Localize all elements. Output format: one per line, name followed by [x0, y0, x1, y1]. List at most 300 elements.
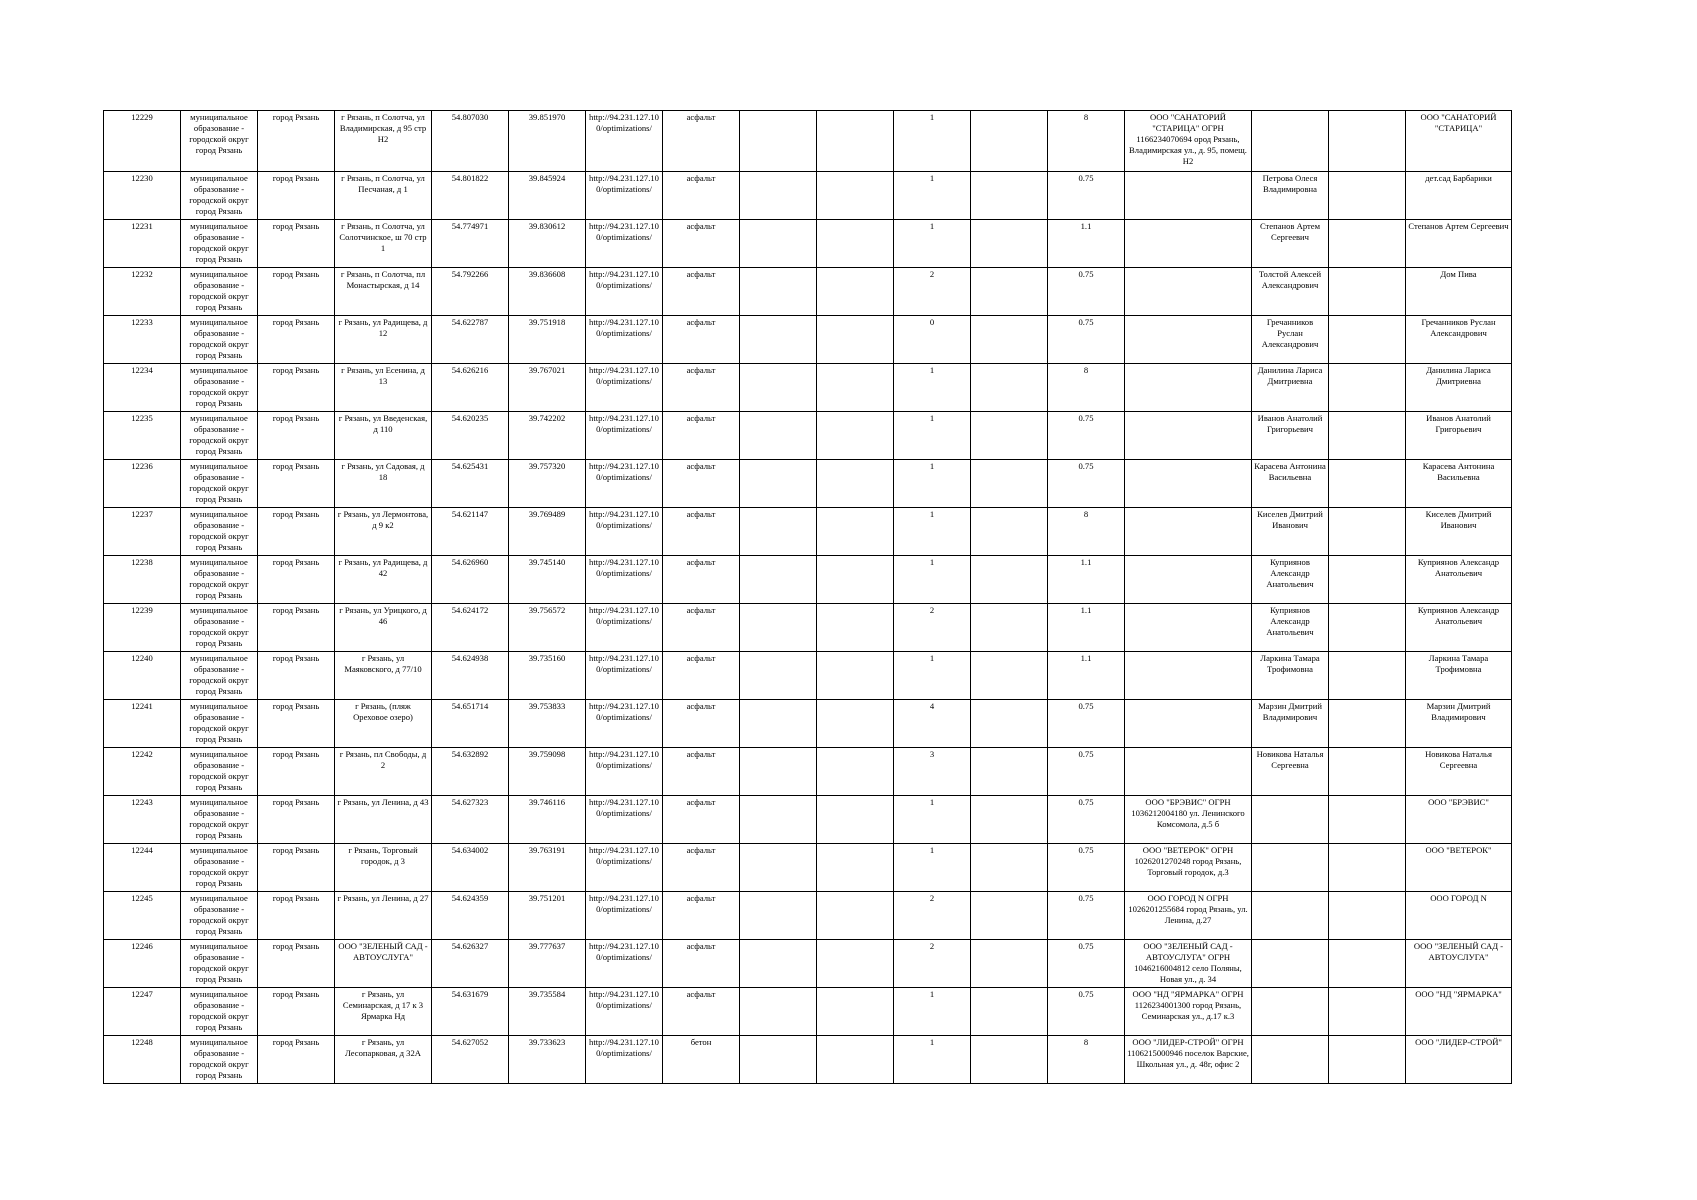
cell-empty: [971, 796, 1048, 844]
cell-person: Степанов Артем Сергеевич: [1252, 220, 1329, 268]
cell-longitude: 39.757320: [509, 460, 586, 508]
cell-container-count: 1: [894, 508, 971, 556]
cell-container-volume: 8: [1048, 1036, 1125, 1084]
cell-longitude: 39.845924: [509, 172, 586, 220]
cell-container-volume: 8: [1048, 111, 1125, 172]
cell-container-count: 1: [894, 172, 971, 220]
cell-container-count: 1: [894, 556, 971, 604]
cell-municipality: муниципальное образование - городской округ город Рязань: [181, 604, 258, 652]
cell-empty: [1329, 652, 1406, 700]
cell-empty: [817, 652, 894, 700]
cell-container-count: 3: [894, 748, 971, 796]
cell-surface: асфальт: [663, 412, 740, 460]
cell-address: г Рязань, Торговый городок, д 3: [335, 844, 432, 892]
cell-longitude: 39.733623: [509, 1036, 586, 1084]
cell-city: город Рязань: [258, 796, 335, 844]
cell-empty: [1329, 111, 1406, 172]
cell-empty: [1329, 412, 1406, 460]
cell-container-volume: 0.75: [1048, 460, 1125, 508]
cell-municipality: муниципальное образование - городской округ город Рязань: [181, 988, 258, 1036]
cell-empty: [1329, 700, 1406, 748]
cell-number: 12236: [104, 460, 181, 508]
cell-city: город Рязань: [258, 748, 335, 796]
cell-organization: [1125, 268, 1252, 316]
cell-number: 12246: [104, 940, 181, 988]
cell-owner: Гречанников Руслан Александрович: [1406, 316, 1512, 364]
cell-empty: [817, 220, 894, 268]
cell-number: 12233: [104, 316, 181, 364]
cell-longitude: 39.763191: [509, 844, 586, 892]
cell-container-count: 1: [894, 844, 971, 892]
cell-container-volume: 0.75: [1048, 892, 1125, 940]
cell-empty: [971, 268, 1048, 316]
cell-number: 12238: [104, 556, 181, 604]
cell-city: город Рязань: [258, 412, 335, 460]
cell-empty: [817, 508, 894, 556]
cell-address: г Рязань, ул Радищева, д 12: [335, 316, 432, 364]
cell-latitude: 54.632892: [432, 748, 509, 796]
cell-surface: асфальт: [663, 508, 740, 556]
cell-surface: асфальт: [663, 652, 740, 700]
cell-city: город Рязань: [258, 460, 335, 508]
cell-number: 12248: [104, 1036, 181, 1084]
cell-container-count: 0: [894, 316, 971, 364]
cell-container-volume: 0.75: [1048, 844, 1125, 892]
cell-owner: ООО "ВЕТЕРОК": [1406, 844, 1512, 892]
cell-organization: ООО "НД "ЯРМАРКА" ОГРН 1126234001300 город Рязань, Семинарская ул., д.17 к.3: [1125, 988, 1252, 1036]
cell-empty: [817, 412, 894, 460]
table-row: [104, 556, 1512, 604]
cell-person: Новикова Наталья Сергеевна: [1252, 748, 1329, 796]
cell-city: город Рязань: [258, 172, 335, 220]
cell-number: 12234: [104, 364, 181, 412]
cell-link: http://94.231.127.10 0/optimizations/: [586, 172, 663, 220]
cell-latitude: 54.626960: [432, 556, 509, 604]
cell-owner: Степанов Артем Сергеевич: [1406, 220, 1512, 268]
cell-longitude: 39.746116: [509, 796, 586, 844]
cell-container-volume: 1.1: [1048, 220, 1125, 268]
cell-city: город Рязань: [258, 844, 335, 892]
cell-empty: [740, 700, 817, 748]
cell-surface: асфальт: [663, 700, 740, 748]
cell-empty: [1329, 364, 1406, 412]
cell-city: город Рязань: [258, 364, 335, 412]
cell-owner: Ларкина Тамара Трофимовна: [1406, 652, 1512, 700]
cell-empty: [740, 220, 817, 268]
cell-city: город Рязань: [258, 316, 335, 364]
cell-container-count: 2: [894, 940, 971, 988]
cell-municipality: муниципальное образование - городской округ город Рязань: [181, 748, 258, 796]
cell-empty: [740, 604, 817, 652]
cell-empty: [817, 111, 894, 172]
cell-empty: [740, 1036, 817, 1084]
cell-municipality: муниципальное образование - городской округ город Рязань: [181, 460, 258, 508]
cell-person: Куприянов Александр Анатольевич: [1252, 556, 1329, 604]
cell-city: город Рязань: [258, 652, 335, 700]
cell-longitude: 39.777637: [509, 940, 586, 988]
cell-person: Гречанников Руслан Александрович: [1252, 316, 1329, 364]
cell-surface: асфальт: [663, 364, 740, 412]
cell-empty: [1329, 988, 1406, 1036]
cell-number: 12239: [104, 604, 181, 652]
cell-municipality: муниципальное образование - городской округ город Рязань: [181, 172, 258, 220]
cell-longitude: 39.756572: [509, 604, 586, 652]
cell-address: г Рязань, ул Урицкого, д 46: [335, 604, 432, 652]
cell-empty: [817, 748, 894, 796]
table-row: [104, 940, 1512, 988]
cell-link: http://94.231.127.10 0/optimizations/: [586, 604, 663, 652]
cell-city: город Рязань: [258, 111, 335, 172]
cell-organization: [1125, 604, 1252, 652]
cell-longitude: 39.751918: [509, 316, 586, 364]
cell-empty: [971, 364, 1048, 412]
cell-link: http://94.231.127.10 0/optimizations/: [586, 988, 663, 1036]
cell-address: г Рязань, ул Семинарская, д 17 к 3 Ярмарка Нд: [335, 988, 432, 1036]
cell-empty: [971, 652, 1048, 700]
cell-empty: [971, 604, 1048, 652]
cell-number: 12242: [104, 748, 181, 796]
cell-surface: асфальт: [663, 111, 740, 172]
cell-latitude: 54.626216: [432, 364, 509, 412]
table-row: [104, 364, 1512, 412]
cell-container-count: 1: [894, 652, 971, 700]
cell-surface: асфальт: [663, 748, 740, 796]
cell-surface: асфальт: [663, 988, 740, 1036]
cell-person: [1252, 844, 1329, 892]
cell-city: город Рязань: [258, 892, 335, 940]
cell-municipality: муниципальное образование - городской округ город Рязань: [181, 844, 258, 892]
cell-longitude: 39.735584: [509, 988, 586, 1036]
cell-organization: ООО "ЗЕЛЕНЫЙ САД - АВТОУСЛУГА" ОГРН 1046216004812 село Поляны, Новая ул., д. 34: [1125, 940, 1252, 988]
cell-municipality: муниципальное образование - городской округ город Рязань: [181, 316, 258, 364]
cell-container-volume: 0.75: [1048, 412, 1125, 460]
cell-empty: [971, 316, 1048, 364]
cell-municipality: муниципальное образование - городской округ город Рязань: [181, 364, 258, 412]
cell-person: Петрова Олеся Владимировна: [1252, 172, 1329, 220]
cell-person: [1252, 796, 1329, 844]
cell-city: город Рязань: [258, 700, 335, 748]
cell-latitude: 54.622787: [432, 316, 509, 364]
cell-person: [1252, 1036, 1329, 1084]
cell-address: г Рязань, ул Садовая, д 18: [335, 460, 432, 508]
cell-number: 12240: [104, 652, 181, 700]
cell-latitude: 54.807030: [432, 111, 509, 172]
cell-person: Ларкина Тамара Трофимовна: [1252, 652, 1329, 700]
cell-link: http://94.231.127.10 0/optimizations/: [586, 940, 663, 988]
cell-longitude: 39.751201: [509, 892, 586, 940]
cell-surface: асфальт: [663, 172, 740, 220]
cell-surface: асфальт: [663, 796, 740, 844]
cell-surface: асфальт: [663, 604, 740, 652]
cell-owner: ООО "БРЭВИС": [1406, 796, 1512, 844]
cell-link: http://94.231.127.10 0/optimizations/: [586, 508, 663, 556]
cell-empty: [1329, 844, 1406, 892]
cell-address: г Рязань, (пляж Ореховое озеро): [335, 700, 432, 748]
cell-container-count: 1: [894, 796, 971, 844]
cell-longitude: 39.830612: [509, 220, 586, 268]
cell-empty: [740, 460, 817, 508]
cell-latitude: 54.626327: [432, 940, 509, 988]
cell-container-volume: 8: [1048, 364, 1125, 412]
cell-municipality: муниципальное образование - городской округ город Рязань: [181, 412, 258, 460]
cell-latitude: 54.621147: [432, 508, 509, 556]
cell-address: г Рязань, ул Есенина, д 13: [335, 364, 432, 412]
cell-address: г Рязань, ул Ленина, д 27: [335, 892, 432, 940]
cell-organization: [1125, 316, 1252, 364]
cell-empty: [740, 652, 817, 700]
cell-municipality: муниципальное образование - городской округ город Рязань: [181, 556, 258, 604]
cell-container-count: 1: [894, 988, 971, 1036]
cell-empty: [1329, 172, 1406, 220]
cell-city: город Рязань: [258, 604, 335, 652]
cell-empty: [1329, 748, 1406, 796]
cell-owner: Дом Пива: [1406, 268, 1512, 316]
cell-empty: [740, 940, 817, 988]
registry-sheet: [103, 110, 1512, 1084]
cell-container-count: 2: [894, 604, 971, 652]
cell-link: http://94.231.127.10 0/optimizations/: [586, 316, 663, 364]
cell-organization: [1125, 412, 1252, 460]
cell-person: Толстой Алексей Александрович: [1252, 268, 1329, 316]
cell-number: 12247: [104, 988, 181, 1036]
cell-link: http://94.231.127.10 0/optimizations/: [586, 844, 663, 892]
cell-link: http://94.231.127.10 0/optimizations/: [586, 700, 663, 748]
cell-empty: [971, 460, 1048, 508]
cell-empty: [817, 364, 894, 412]
cell-empty: [971, 1036, 1048, 1084]
cell-address: г Рязань, п Солотча, пл Монастырская, д 14: [335, 268, 432, 316]
cell-empty: [817, 796, 894, 844]
cell-latitude: 54.624172: [432, 604, 509, 652]
cell-city: город Рязань: [258, 508, 335, 556]
cell-empty: [971, 412, 1048, 460]
cell-link: http://94.231.127.10 0/optimizations/: [586, 556, 663, 604]
cell-number: 12237: [104, 508, 181, 556]
cell-container-count: 1: [894, 412, 971, 460]
cell-empty: [740, 844, 817, 892]
cell-latitude: 54.627323: [432, 796, 509, 844]
cell-municipality: муниципальное образование - городской округ город Рязань: [181, 940, 258, 988]
cell-organization: [1125, 508, 1252, 556]
cell-organization: [1125, 556, 1252, 604]
cell-number: 12235: [104, 412, 181, 460]
cell-city: город Рязань: [258, 556, 335, 604]
cell-empty: [1329, 268, 1406, 316]
cell-container-volume: 1.1: [1048, 556, 1125, 604]
table-row: [104, 220, 1512, 268]
cell-container-volume: 0.75: [1048, 316, 1125, 364]
cell-empty: [1329, 460, 1406, 508]
cell-container-count: 1: [894, 111, 971, 172]
cell-organization: ООО "САНАТОРИЙ "СТАРИЦА" ОГРН 1166234070694 ород Рязань, Владимирская ул., д. 95, помещ. Н2: [1125, 111, 1252, 172]
cell-empty: [817, 604, 894, 652]
table-row: [104, 412, 1512, 460]
cell-link: http://94.231.127.10 0/optimizations/: [586, 412, 663, 460]
cell-number: 12244: [104, 844, 181, 892]
cell-link: http://94.231.127.10 0/optimizations/: [586, 460, 663, 508]
cell-empty: [971, 220, 1048, 268]
cell-empty: [740, 316, 817, 364]
cell-latitude: 54.627052: [432, 1036, 509, 1084]
cell-owner: Иванов Анатолий Григорьевич: [1406, 412, 1512, 460]
cell-latitude: 54.625431: [432, 460, 509, 508]
cell-organization: [1125, 460, 1252, 508]
table-row: [104, 700, 1512, 748]
cell-person: Данилина Лариса Дмитриевна: [1252, 364, 1329, 412]
cell-owner: Куприянов Александр Анатольевич: [1406, 556, 1512, 604]
cell-latitude: 54.620235: [432, 412, 509, 460]
table-row: [104, 1036, 1512, 1084]
cell-number: 12241: [104, 700, 181, 748]
cell-longitude: 39.767021: [509, 364, 586, 412]
cell-municipality: муниципальное образование - городской округ город Рязань: [181, 652, 258, 700]
cell-organization: ООО "БРЭВИС" ОГРН 1036212004180 ул. Ленинского Комсомола, д.5 б: [1125, 796, 1252, 844]
cell-owner: ООО "НД "ЯРМАРКА": [1406, 988, 1512, 1036]
table-row: [104, 316, 1512, 364]
cell-owner: дет.сад Барбарики: [1406, 172, 1512, 220]
cell-municipality: муниципальное образование - городской округ город Рязань: [181, 700, 258, 748]
cell-owner: Куприянов Александр Анатольевич: [1406, 604, 1512, 652]
cell-empty: [817, 844, 894, 892]
cell-empty: [817, 316, 894, 364]
cell-owner: Карасева Антонина Васильевна: [1406, 460, 1512, 508]
cell-person: Куприянов Александр Анатольевич: [1252, 604, 1329, 652]
table-row: [104, 892, 1512, 940]
cell-surface: асфальт: [663, 892, 740, 940]
cell-container-volume: 1.1: [1048, 652, 1125, 700]
cell-empty: [971, 700, 1048, 748]
cell-empty: [817, 460, 894, 508]
cell-empty: [1329, 220, 1406, 268]
cell-surface: асфальт: [663, 316, 740, 364]
cell-empty: [740, 111, 817, 172]
cell-empty: [971, 748, 1048, 796]
cell-longitude: 39.742202: [509, 412, 586, 460]
cell-address: г Рязань, п Солотча, ул Песчаная, д 1: [335, 172, 432, 220]
table-row: [104, 796, 1512, 844]
cell-longitude: 39.753833: [509, 700, 586, 748]
cell-link: http://94.231.127.10 0/optimizations/: [586, 796, 663, 844]
cell-container-count: 1: [894, 460, 971, 508]
cell-person: Иванов Анатолий Григорьевич: [1252, 412, 1329, 460]
cell-container-volume: 1.1: [1048, 604, 1125, 652]
cell-empty: [740, 268, 817, 316]
table-row: [104, 172, 1512, 220]
cell-empty: [971, 988, 1048, 1036]
cell-number: 12230: [104, 172, 181, 220]
cell-owner: ООО "САНАТОРИЙ "СТАРИЦА": [1406, 111, 1512, 172]
cell-address: г Рязань, ул Лесопарковая, д 32А: [335, 1036, 432, 1084]
cell-empty: [817, 556, 894, 604]
cell-organization: [1125, 748, 1252, 796]
table-row: [104, 988, 1512, 1036]
cell-longitude: 39.735160: [509, 652, 586, 700]
cell-empty: [817, 268, 894, 316]
cell-empty: [1329, 604, 1406, 652]
cell-empty: [1329, 892, 1406, 940]
cell-municipality: муниципальное образование - городской округ город Рязань: [181, 1036, 258, 1084]
cell-organization: [1125, 172, 1252, 220]
table-row: [104, 604, 1512, 652]
cell-number: 12232: [104, 268, 181, 316]
cell-address: г Рязань, ул Ленина, д 43: [335, 796, 432, 844]
cell-latitude: 54.651714: [432, 700, 509, 748]
cell-empty: [740, 172, 817, 220]
cell-owner: ООО "ЗЕЛЕНЫЙ САД - АВТОУСЛУГА": [1406, 940, 1512, 988]
cell-municipality: муниципальное образование - городской округ город Рязань: [181, 268, 258, 316]
cell-person: Марзин Дмитрий Владимирович: [1252, 700, 1329, 748]
cell-container-count: 4: [894, 700, 971, 748]
table-row: [104, 748, 1512, 796]
cell-empty: [817, 700, 894, 748]
cell-owner: Данилина Лариса Дмитриевна: [1406, 364, 1512, 412]
cell-empty: [1329, 556, 1406, 604]
cell-link: http://94.231.127.10 0/optimizations/: [586, 1036, 663, 1084]
cell-person: [1252, 940, 1329, 988]
table-row: [104, 111, 1512, 172]
cell-city: город Рязань: [258, 1036, 335, 1084]
cell-longitude: 39.851970: [509, 111, 586, 172]
cell-empty: [971, 111, 1048, 172]
cell-address: г Рязань, п Солотча, ул Солотчинское, ш 70 стр 1: [335, 220, 432, 268]
cell-address: г Рязань, п Солотча, ул Владимирская, д 95 стр Н2: [335, 111, 432, 172]
cell-person: Киселев Дмитрий Иванович: [1252, 508, 1329, 556]
cell-empty: [1329, 940, 1406, 988]
cell-municipality: муниципальное образование - городской округ город Рязань: [181, 508, 258, 556]
cell-empty: [971, 172, 1048, 220]
cell-number: 12231: [104, 220, 181, 268]
cell-link: http://94.231.127.10 0/optimizations/: [586, 652, 663, 700]
cell-latitude: 54.624938: [432, 652, 509, 700]
cell-link: http://94.231.127.10 0/optimizations/: [586, 892, 663, 940]
cell-owner: Киселев Дмитрий Иванович: [1406, 508, 1512, 556]
cell-organization: [1125, 364, 1252, 412]
cell-person: [1252, 892, 1329, 940]
cell-empty: [1329, 316, 1406, 364]
table-row: [104, 460, 1512, 508]
cell-link: http://94.231.127.10 0/optimizations/: [586, 268, 663, 316]
table-body: [104, 111, 1512, 1084]
cell-number: 12243: [104, 796, 181, 844]
cell-empty: [1329, 796, 1406, 844]
cell-address: г Рязань, ул Радищева, д 42: [335, 556, 432, 604]
cell-container-count: 2: [894, 268, 971, 316]
cell-empty: [740, 988, 817, 1036]
cell-empty: [817, 172, 894, 220]
table-row: [104, 844, 1512, 892]
cell-empty: [817, 1036, 894, 1084]
cell-number: 12229: [104, 111, 181, 172]
cell-organization: ООО "ЛИДЕР-СТРОЙ" ОГРН 1106215000946 поселок Варские, Школьная ул., д. 48г, офис 2: [1125, 1036, 1252, 1084]
cell-empty: [1329, 508, 1406, 556]
cell-empty: [971, 892, 1048, 940]
cell-surface: асфальт: [663, 556, 740, 604]
cell-latitude: 54.774971: [432, 220, 509, 268]
cell-empty: [971, 844, 1048, 892]
cell-empty: [740, 412, 817, 460]
cell-person: [1252, 111, 1329, 172]
cell-container-count: 1: [894, 220, 971, 268]
cell-owner: ООО "ЛИДЕР-СТРОЙ": [1406, 1036, 1512, 1084]
cell-municipality: муниципальное образование - городской округ город Рязань: [181, 220, 258, 268]
cell-organization: ООО ГОРОД N ОГРН 1026201255684 город Рязань, ул. Ленина, д.27: [1125, 892, 1252, 940]
cell-empty: [817, 892, 894, 940]
table-row: [104, 652, 1512, 700]
cell-container-volume: 0.75: [1048, 700, 1125, 748]
cell-link: http://94.231.127.10 0/optimizations/: [586, 748, 663, 796]
cell-longitude: 39.759098: [509, 748, 586, 796]
cell-container-volume: 0.75: [1048, 748, 1125, 796]
